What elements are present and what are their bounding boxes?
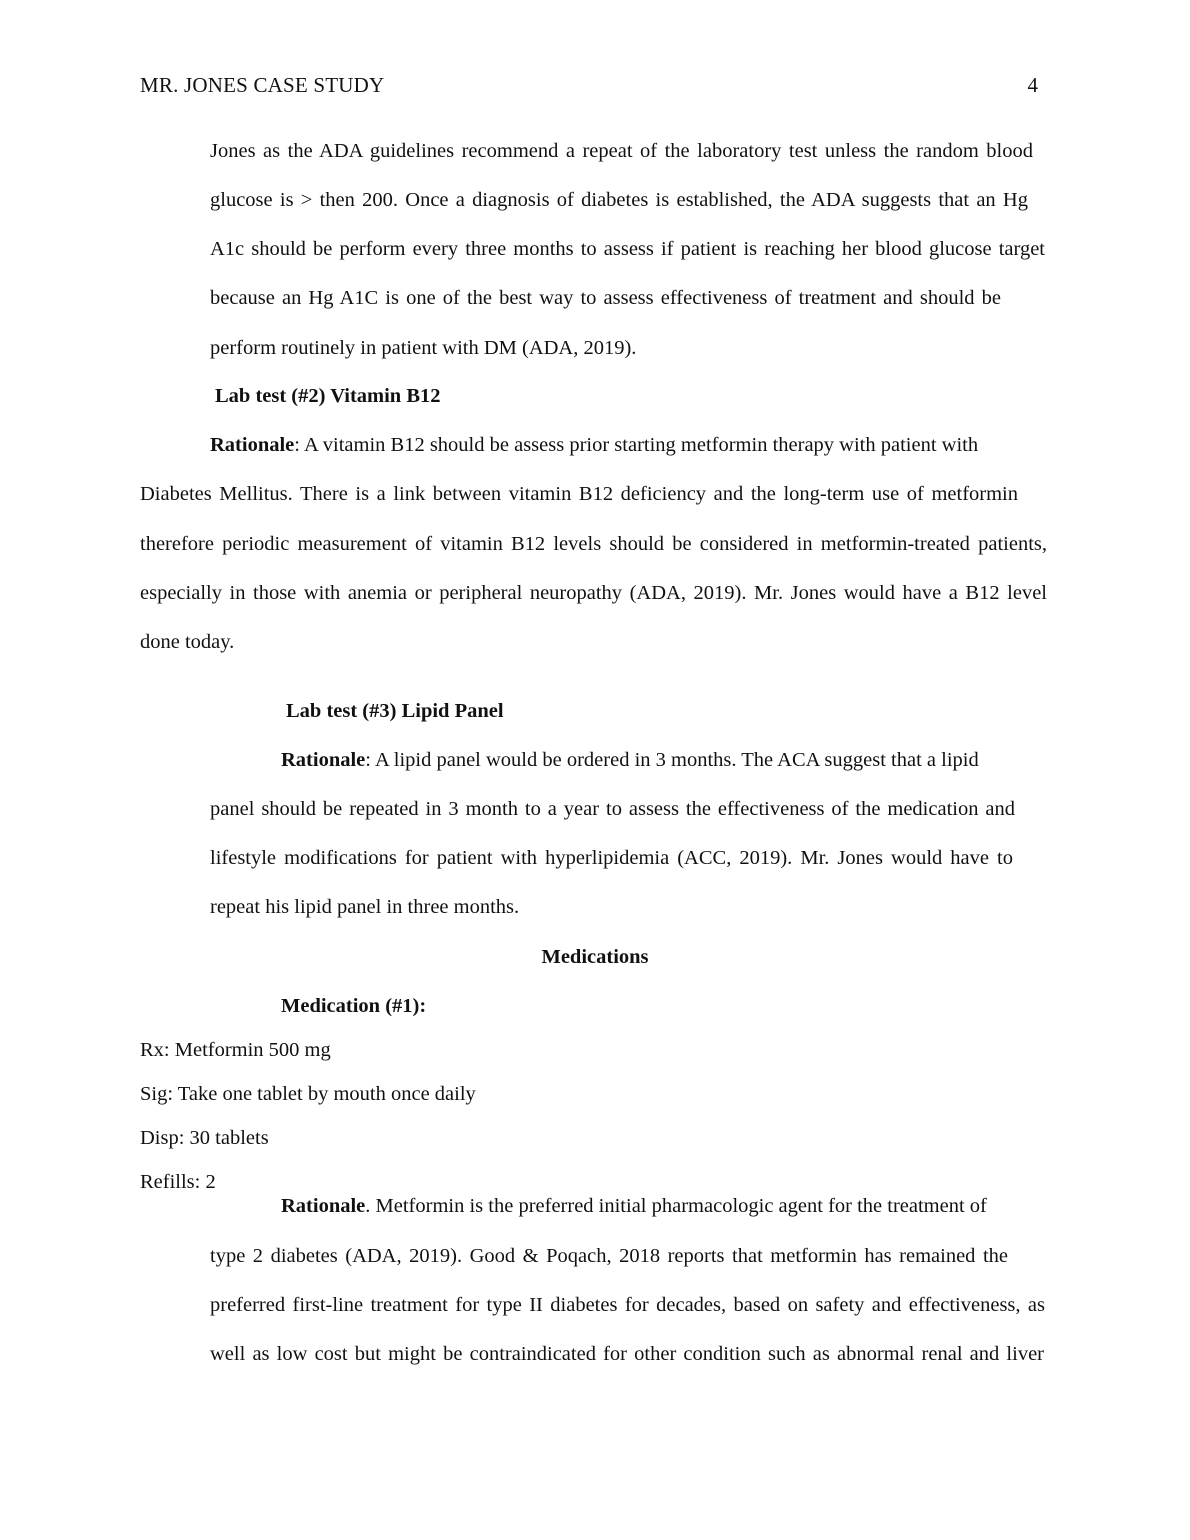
rationale-text: : A vitamin B12 should be assess prior starting metformin therapy with patient with bbox=[294, 434, 979, 456]
rx-line: Rx: Metformin 500 mg bbox=[140, 1039, 331, 1061]
paragraph-line: because an Hg A1C is one of the best way to assess effectiveness of treatment and should be bbox=[210, 287, 1001, 309]
rationale-text: : A lipid panel would be ordered in 3 months. The ACA suggest that a lipid bbox=[365, 749, 979, 771]
paragraph-line: A1c should be perform every three months to assess if patient is reaching her blood glucose target bbox=[210, 238, 1045, 260]
rationale-label: Rationale bbox=[210, 434, 295, 456]
paragraph-line: preferred first-line treatment for type II diabetes for decades, based on safety and effectiveness, as bbox=[210, 1294, 1045, 1316]
paragraph-line: done today. bbox=[140, 631, 235, 653]
paragraph-line: lifestyle modifications for patient with hyperlipidemia (ACC, 2019). Mr. Jones would have to bbox=[210, 847, 1013, 869]
lab2-heading: Lab test (#2) Vitamin B12 bbox=[215, 385, 441, 407]
section-heading-medications: Medications bbox=[541, 946, 649, 968]
rationale-label: Rationale bbox=[281, 1195, 366, 1217]
running-head: MR. JONES CASE STUDY bbox=[140, 73, 385, 97]
paragraph-line: Jones as the ADA guidelines recommend a repeat of the laboratory test unless the random blood bbox=[210, 140, 1033, 162]
lab3-rationale-first-line bbox=[281, 750, 1011, 771]
paragraph-line: perform routinely in patient with DM (ADA, 2019). bbox=[210, 337, 637, 359]
medication-heading: Medication (#1): bbox=[281, 995, 427, 1017]
rationale-label: Rationale bbox=[281, 749, 366, 771]
paragraph-line: repeat his lipid panel in three months. bbox=[210, 896, 520, 918]
rationale-text: . Metformin is the preferred initial pharmacologic agent for the treatment of bbox=[365, 1195, 987, 1217]
paragraph-line: Diabetes Mellitus. There is a link between vitamin B12 deficiency and the long-term use of metformin bbox=[140, 483, 1018, 505]
disp-line: Disp: 30 tablets bbox=[140, 1127, 269, 1149]
paragraph-line: glucose is > then 200. Once a diagnosis of diabetes is established, the ADA suggests that an Hg bbox=[210, 189, 1028, 211]
page-number: 4 bbox=[1027, 73, 1038, 97]
med1-rationale-first-line bbox=[281, 1196, 1017, 1217]
lab3-heading: Lab test (#3) Lipid Panel bbox=[286, 700, 504, 722]
paragraph-line: panel should be repeated in 3 month to a year to assess the effectiveness of the medication and bbox=[210, 798, 1015, 820]
paragraph-line: type 2 diabetes (ADA, 2019). Good & Poqach, 2018 reports that metformin has remained the bbox=[210, 1245, 1008, 1267]
paragraph-line: especially in those with anemia or peripheral neuropathy (ADA, 2019). Mr. Jones would have a B12 level bbox=[140, 582, 1047, 604]
paragraph-line: well as low cost but might be contraindicated for other condition such as abnormal renal and liver bbox=[210, 1343, 1044, 1365]
lab2-rationale-first-line bbox=[210, 435, 1010, 456]
refills-line: Refills: 2 bbox=[140, 1171, 216, 1193]
sig-line: Sig: Take one tablet by mouth once daily bbox=[140, 1083, 476, 1105]
paragraph-line: therefore periodic measurement of vitamin B12 levels should be considered in metformin-treated patients, bbox=[140, 533, 1047, 555]
